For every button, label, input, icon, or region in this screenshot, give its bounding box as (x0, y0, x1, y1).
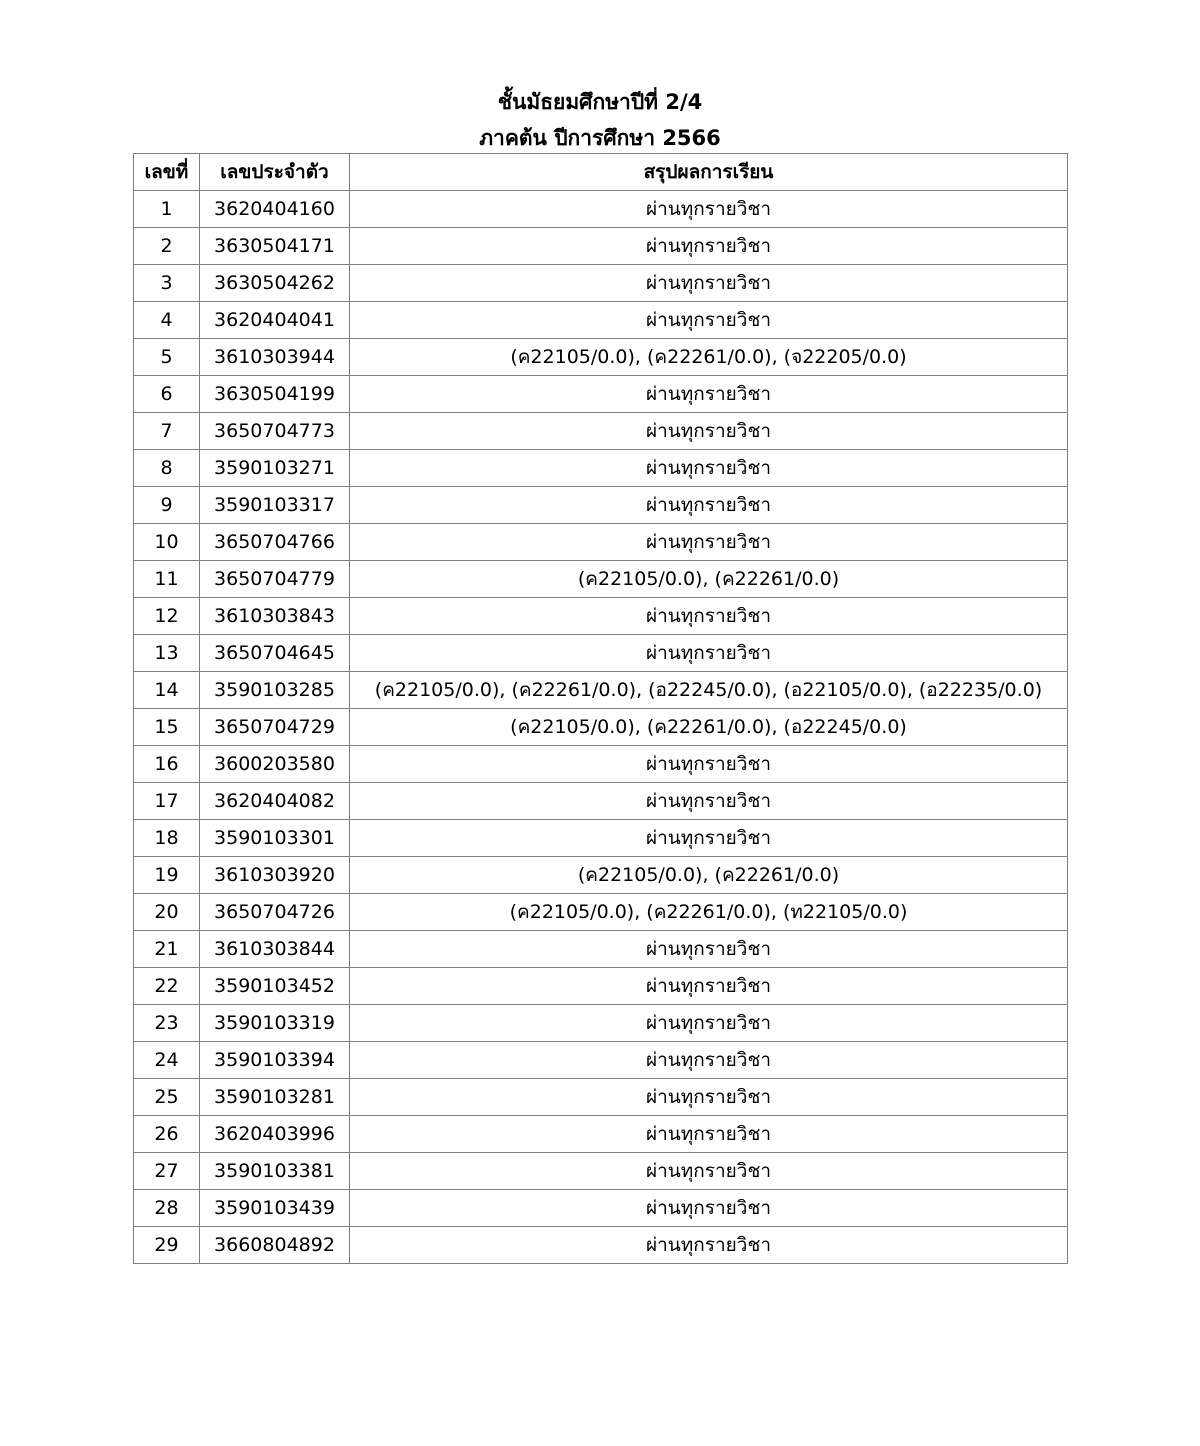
table-row (134, 1116, 1068, 1153)
result-summary: ผ่านทุกรายวิชา (350, 931, 1068, 968)
table-row (134, 968, 1068, 1005)
row-number: 21 (134, 931, 200, 968)
result-summary: ผ่านทุกรายวิชา (350, 598, 1068, 635)
table-row (134, 265, 1068, 302)
row-number: 6 (134, 376, 200, 413)
student-id: 3590103394 (200, 1042, 350, 1079)
table-row (134, 709, 1068, 746)
student-id: 3590103285 (200, 672, 350, 709)
row-number: 26 (134, 1116, 200, 1153)
table-row (134, 1042, 1068, 1079)
student-id: 3610303844 (200, 931, 350, 968)
row-number: 15 (134, 709, 200, 746)
student-id: 3610303843 (200, 598, 350, 635)
table-row (134, 228, 1068, 265)
student-id: 3620404160 (200, 191, 350, 228)
row-number: 17 (134, 783, 200, 820)
header-result-summary: สรุปผลการเรียน (350, 154, 1068, 191)
result-summary: ผ่านทุกรายวิชา (350, 524, 1068, 561)
table-row (134, 450, 1068, 487)
row-number: 24 (134, 1042, 200, 1079)
table-row (134, 894, 1068, 931)
student-id: 3610303920 (200, 857, 350, 894)
row-number: 28 (134, 1190, 200, 1227)
result-summary: (ค22105/0.0), (ค22261/0.0), (ท22105/0.0) (350, 894, 1068, 931)
result-summary: ผ่านทุกรายวิชา (350, 746, 1068, 783)
result-summary: ผ่านทุกรายวิชา (350, 1153, 1068, 1190)
result-summary: ผ่านทุกรายวิชา (350, 1005, 1068, 1042)
result-summary: ผ่านทุกรายวิชา (350, 302, 1068, 339)
row-number: 5 (134, 339, 200, 376)
result-summary: ผ่านทุกรายวิชา (350, 228, 1068, 265)
row-number: 27 (134, 1153, 200, 1190)
table-row (134, 1005, 1068, 1042)
result-summary: (ค22105/0.0), (ค22261/0.0), (จ22205/0.0) (350, 339, 1068, 376)
table-row (134, 487, 1068, 524)
student-id: 3630504262 (200, 265, 350, 302)
row-number: 29 (134, 1227, 200, 1264)
result-summary: ผ่านทุกรายวิชา (350, 1190, 1068, 1227)
row-number: 13 (134, 635, 200, 672)
table-row (134, 191, 1068, 228)
row-number: 8 (134, 450, 200, 487)
student-id: 3620404082 (200, 783, 350, 820)
table-row (134, 302, 1068, 339)
results-table (133, 153, 1068, 1264)
row-number: 10 (134, 524, 200, 561)
table-row (134, 1079, 1068, 1116)
student-id: 3630504171 (200, 228, 350, 265)
table-row (134, 746, 1068, 783)
table-row (134, 561, 1068, 598)
row-number: 22 (134, 968, 200, 1005)
table-row (134, 931, 1068, 968)
student-id: 3590103281 (200, 1079, 350, 1116)
student-id: 3590103271 (200, 450, 350, 487)
header-number: เลขที่ (134, 154, 200, 191)
result-summary: ผ่านทุกรายวิชา (350, 635, 1068, 672)
table-row (134, 783, 1068, 820)
row-number: 18 (134, 820, 200, 857)
result-summary: ผ่านทุกรายวิชา (350, 1079, 1068, 1116)
student-id: 3650704645 (200, 635, 350, 672)
table-row (134, 376, 1068, 413)
result-summary: ผ่านทุกรายวิชา (350, 191, 1068, 228)
student-id: 3600203580 (200, 746, 350, 783)
student-id: 3620403996 (200, 1116, 350, 1153)
result-summary: ผ่านทุกรายวิชา (350, 376, 1068, 413)
table-row (134, 1227, 1068, 1264)
row-number: 25 (134, 1079, 200, 1116)
result-summary: ผ่านทุกรายวิชา (350, 1042, 1068, 1079)
student-id: 3660804892 (200, 1227, 350, 1264)
result-summary: ผ่านทุกรายวิชา (350, 820, 1068, 857)
table-body (134, 191, 1068, 1264)
result-summary: (ค22105/0.0), (ค22261/0.0), (อ22245/0.0), (อ22105/0.0), (อ22235/0.0) (350, 672, 1068, 709)
student-id: 3630504199 (200, 376, 350, 413)
result-summary: ผ่านทุกรายวิชา (350, 1227, 1068, 1264)
table-row (134, 1190, 1068, 1227)
table-header-row (134, 154, 1068, 191)
table-row (134, 524, 1068, 561)
student-id: 3610303944 (200, 339, 350, 376)
table-row (134, 857, 1068, 894)
result-summary: (ค22105/0.0), (ค22261/0.0) (350, 561, 1068, 598)
result-summary: ผ่านทุกรายวิชา (350, 450, 1068, 487)
row-number: 4 (134, 302, 200, 339)
student-id: 3650704729 (200, 709, 350, 746)
student-id: 3590103301 (200, 820, 350, 857)
row-number: 19 (134, 857, 200, 894)
table-row (134, 672, 1068, 709)
result-summary: (ค22105/0.0), (ค22261/0.0), (อ22245/0.0) (350, 709, 1068, 746)
header-student-id: เลขประจำตัว (200, 154, 350, 191)
table-row (134, 598, 1068, 635)
student-id: 3650704773 (200, 413, 350, 450)
student-id: 3590103452 (200, 968, 350, 1005)
student-id: 3590103381 (200, 1153, 350, 1190)
student-id: 3650704766 (200, 524, 350, 561)
result-summary: ผ่านทุกรายวิชา (350, 783, 1068, 820)
table-row (134, 1153, 1068, 1190)
student-id: 3590103319 (200, 1005, 350, 1042)
result-summary: ผ่านทุกรายวิชา (350, 413, 1068, 450)
row-number: 16 (134, 746, 200, 783)
table-row (134, 635, 1068, 672)
table-row (134, 413, 1068, 450)
row-number: 7 (134, 413, 200, 450)
row-number: 3 (134, 265, 200, 302)
row-number: 9 (134, 487, 200, 524)
student-id: 3650704779 (200, 561, 350, 598)
result-summary: ผ่านทุกรายวิชา (350, 265, 1068, 302)
row-number: 2 (134, 228, 200, 265)
student-id: 3650704726 (200, 894, 350, 931)
result-summary: ผ่านทุกรายวิชา (350, 487, 1068, 524)
result-summary: (ค22105/0.0), (ค22261/0.0) (350, 857, 1068, 894)
row-number: 11 (134, 561, 200, 598)
table-row (134, 339, 1068, 376)
student-id: 3620404041 (200, 302, 350, 339)
result-summary: ผ่านทุกรายวิชา (350, 968, 1068, 1005)
row-number: 20 (134, 894, 200, 931)
table-row (134, 820, 1068, 857)
row-number: 1 (134, 191, 200, 228)
student-id: 3590103317 (200, 487, 350, 524)
student-id: 3590103439 (200, 1190, 350, 1227)
page-title: ชั้นมัธยมศึกษาปีที่ 2/4 (497, 90, 703, 114)
result-summary: ผ่านทุกรายวิชา (350, 1116, 1068, 1153)
row-number: 23 (134, 1005, 200, 1042)
page-subtitle: ภาคต้น ปีการศึกษา 2566 (479, 126, 721, 150)
row-number: 12 (134, 598, 200, 635)
row-number: 14 (134, 672, 200, 709)
